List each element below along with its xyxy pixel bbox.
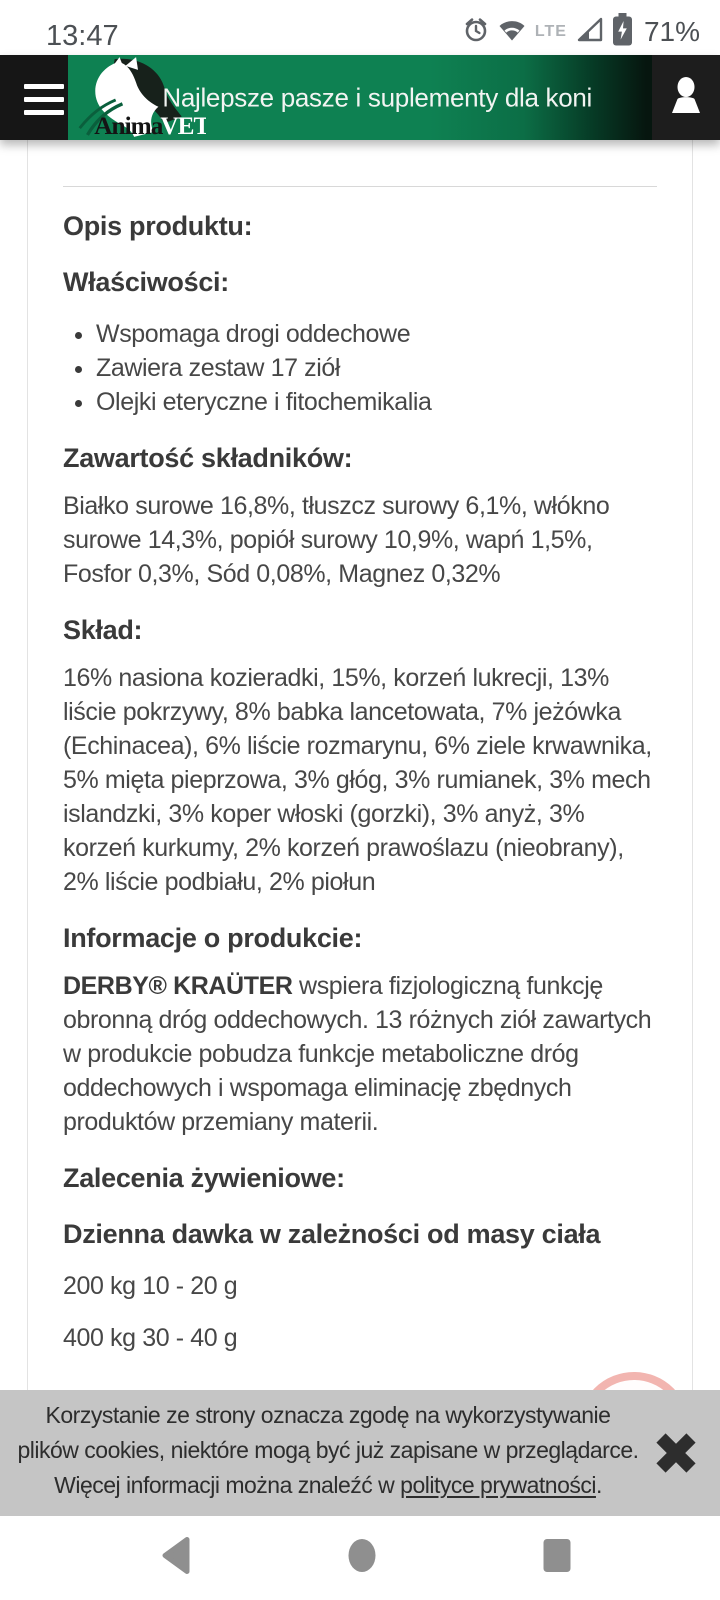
battery-charging-icon bbox=[612, 13, 633, 51]
properties-list bbox=[63, 317, 657, 419]
heading-opis-produktu: Opis produktu: bbox=[63, 211, 253, 241]
product-brand-name: DERBY® KRAÜTER bbox=[63, 972, 293, 1000]
alarm-icon bbox=[463, 17, 489, 48]
product-description bbox=[27, 140, 693, 1600]
menu-button[interactable] bbox=[0, 55, 68, 140]
cookie-consent-text bbox=[4, 1398, 652, 1503]
lte-label: LTE bbox=[534, 23, 567, 40]
heading-sklad: Skład: bbox=[63, 615, 143, 645]
back-button[interactable] bbox=[160, 1537, 192, 1580]
product-info-rest: wspiera fizjologiczną funkcję obronną dróg oddechowych. 13 różnych ziół zawartych w produkcie pobudza funkcje metaboliczne dróg oddechowych i wspomaga eliminację zbędnych produktów przemiany materii. bbox=[63, 972, 652, 1136]
close-icon bbox=[654, 1462, 698, 1479]
section-divider bbox=[63, 186, 657, 187]
header-banner bbox=[68, 55, 652, 140]
privacy-policy-link[interactable]: polityce prywatności bbox=[400, 1472, 596, 1498]
home-button[interactable] bbox=[347, 1537, 377, 1580]
dose-200kg: 200 kg 10 - 20 g bbox=[63, 1272, 238, 1300]
svg-text:VET: VET bbox=[160, 111, 206, 139]
list-item: • Olejki eteryczne i fitochemikalia bbox=[96, 385, 657, 419]
app-header bbox=[0, 55, 720, 140]
recents-button[interactable] bbox=[542, 1537, 572, 1580]
account-button[interactable] bbox=[652, 55, 720, 140]
composition-text: 16% nasiona kozieradki, 15%, korzeń lukrecji, 13% liście pokrzywy, 8% babka lancetowata, 7% jeżówka (Echinacea), 6% liście rozmarynu, 6% ziele krwawnika, 5% mięta pieprzowa, 3% głóg, 3% rumianek, 3% mech islandzki, 3% koper włoski (gorzki), 3% anyż, 3% korzeń kurkumy, 2% korzeń prawoślazu (nieobrany), 2% liście podbiału, 2% piołun bbox=[63, 664, 652, 896]
cookie-line-1: Korzystanie ze strony oznacza zgodę na wykorzystywanie bbox=[45, 1402, 611, 1428]
cookie-line-2: plików cookies, niektóre mogą być już zapisane w przeglądarce. bbox=[17, 1437, 639, 1463]
cookie-line-3-end: . bbox=[595, 1472, 602, 1498]
status-bar bbox=[0, 0, 720, 55]
list-item: • Wspomaga drogi oddechowe bbox=[96, 317, 657, 351]
list-item: • Zawiera zestaw 17 ziół bbox=[96, 351, 657, 385]
wifi-icon bbox=[498, 18, 526, 47]
status-time: 13:47 bbox=[46, 20, 119, 52]
heading-informacje: Informacje o produkcie: bbox=[63, 923, 363, 953]
cookie-consent-bar bbox=[0, 1390, 720, 1516]
recents-icon bbox=[542, 1562, 572, 1579]
heading-zalecenia: Zalecenia żywieniowe: bbox=[63, 1163, 345, 1193]
dose-400kg: 400 kg 30 - 40 g bbox=[63, 1324, 238, 1352]
cookie-line-3: Więcej informacji można znaleźć w bbox=[54, 1472, 401, 1498]
person-icon bbox=[669, 76, 703, 119]
svg-text:Anima: Anima bbox=[94, 111, 163, 139]
back-icon bbox=[160, 1562, 192, 1579]
analytical-contents-text: Białko surowe 16,8%, tłuszcz surowy 6,1%, włókno surowe 14,3%, popiół surowy 10,9%, wapń 1,5%, Fosfor 0,3%, Sód 0,08%, Magnez 0,32% bbox=[63, 492, 610, 588]
cookie-close-button[interactable] bbox=[654, 1431, 698, 1475]
home-icon bbox=[347, 1562, 377, 1579]
signal-icon bbox=[576, 17, 603, 47]
android-nav-bar bbox=[0, 1516, 720, 1600]
header-tagline: Najlepsze pasze i suplementy dla koni bbox=[162, 82, 593, 112]
heading-zawartosc: Zawartość składników: bbox=[63, 443, 353, 473]
product-info-text bbox=[63, 969, 657, 1139]
battery-percent: 71% bbox=[643, 16, 700, 47]
heading-wlasciwosci: Właściwości: bbox=[63, 267, 229, 297]
heading-dzienna-dawka: Dzienna dawka w zależności od masy ciała bbox=[63, 1219, 601, 1249]
